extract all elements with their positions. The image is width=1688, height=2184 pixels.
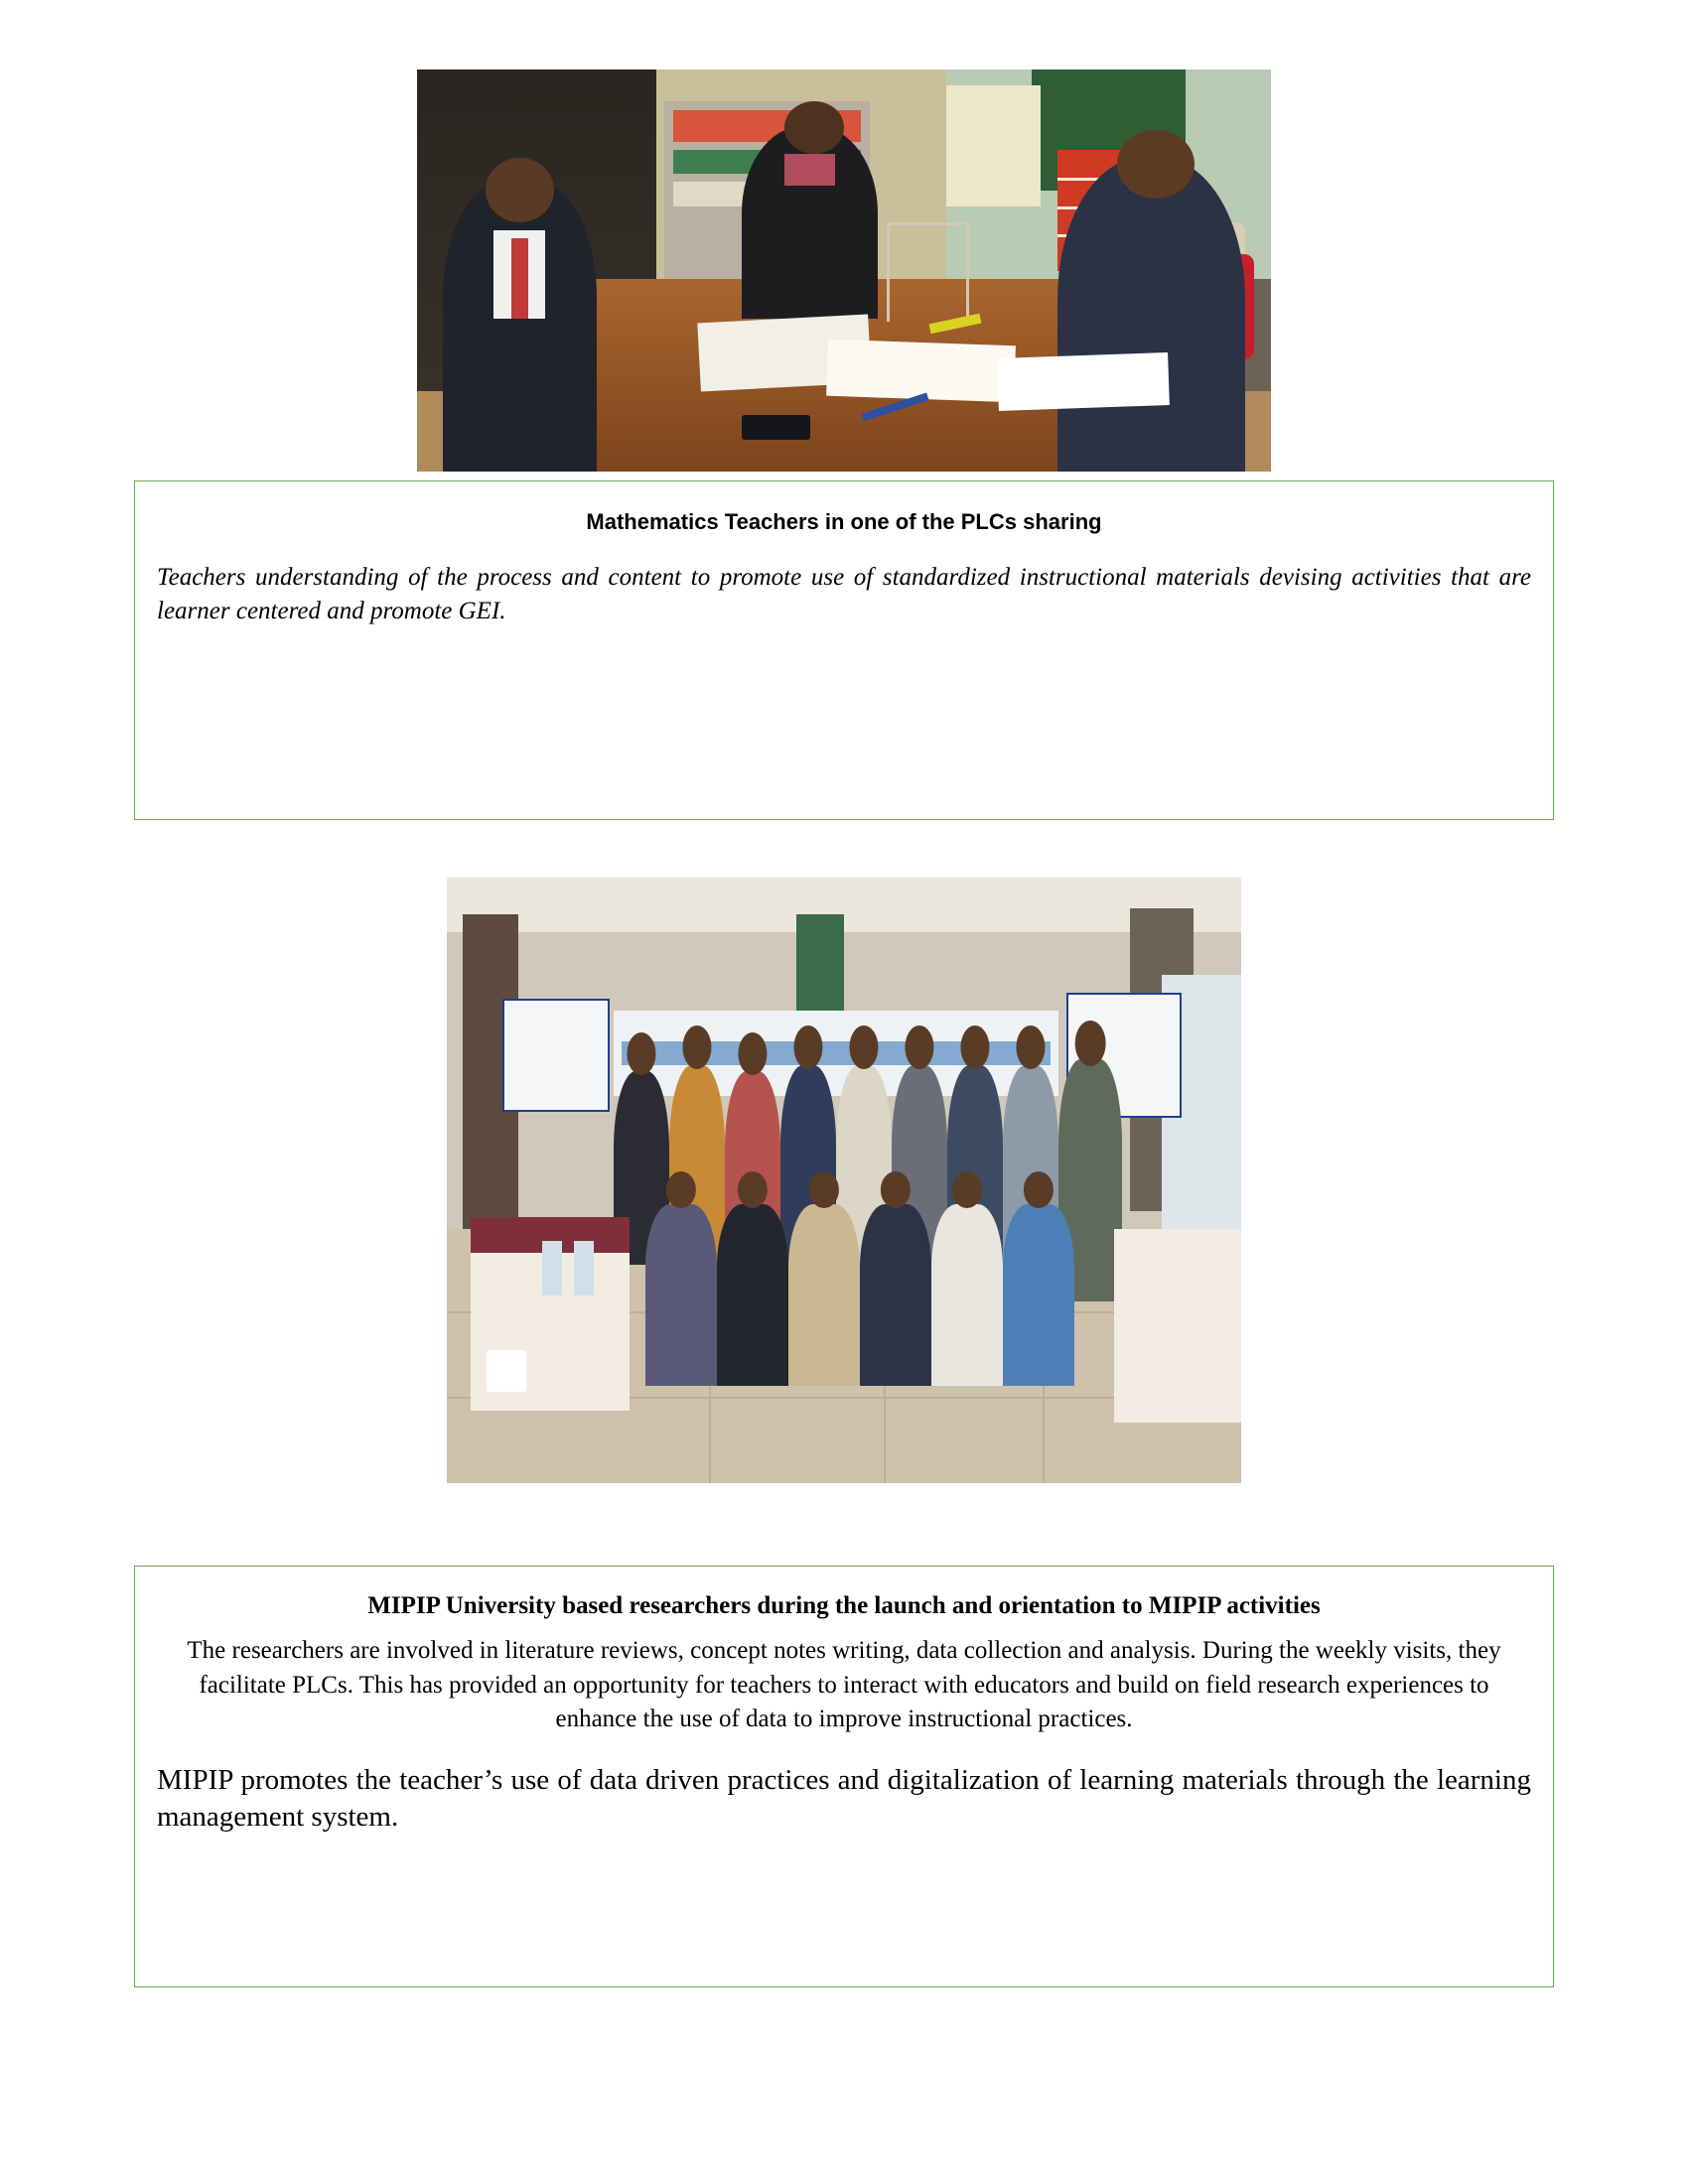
figure-2-caption-box [134,1566,1554,1987]
figure-2-caption-body-2: MIPIP promotes the teacher’s use of data driven practices and digitalization of learning materials through the learning management system. [157,1763,1531,1834]
photo1-person-left-tie [511,238,528,319]
photo2-person-seated [1003,1204,1074,1386]
photo1-mobile-phone [742,415,810,439]
figure-1-image-wrap [417,0,1271,472]
photo2-ceiling [447,878,1241,932]
photo2-person-seated [860,1204,931,1386]
figure-2-caption-title: MIPIP University based researchers during the launch and orientation to MIPIP activities [367,1592,1321,1619]
photo2-water-bottle [574,1241,594,1296]
photo1-person-right-head [1117,130,1194,199]
photo1-papers [826,340,1016,402]
mipip-researchers-group-photo [447,878,1241,1483]
photo2-person-seated [788,1204,860,1386]
photo1-window [946,85,1041,206]
photo1-person-left-body [443,182,597,472]
photo2-water-bottle [542,1241,562,1296]
photo1-person-left-head [486,158,554,222]
photo2-mug [487,1350,526,1393]
photo2-roll-up-banner-left [502,999,610,1112]
photo2-person-seated [931,1204,1003,1386]
photo1-person-right-body [1057,158,1245,472]
photo1-wire-stand [887,222,969,322]
figure-1-caption-body: Teachers understanding of the process and content to promote use of standardized instructional materials devising activities that are learner centered and promote GEI. [157,564,1531,624]
photo1-person-center-scarf [784,154,836,186]
photo1-papers [997,352,1170,411]
figure-1-caption-title: Mathematics Teachers in one of the PLCs sharing [586,509,1102,534]
plc-meeting-photo [417,69,1271,472]
figure-2-image-wrap [447,878,1241,1483]
photo2-person-seated [717,1204,788,1386]
figure-2-caption-body-1: The researchers are involved in literature reviews, concept notes writing, data collection and analysis. During the weekly visits, they facilitate PLCs. This has provided an opportunity for teachers to interact with educators and build on field research experiences to enhance the use of data to improve instructional practices. [187,1637,1501,1732]
photo2-person-seated [645,1204,717,1386]
figure-1-caption-box [134,480,1554,820]
photo2-table-right [1114,1229,1241,1423]
photo1-person-center-head [784,101,844,154]
